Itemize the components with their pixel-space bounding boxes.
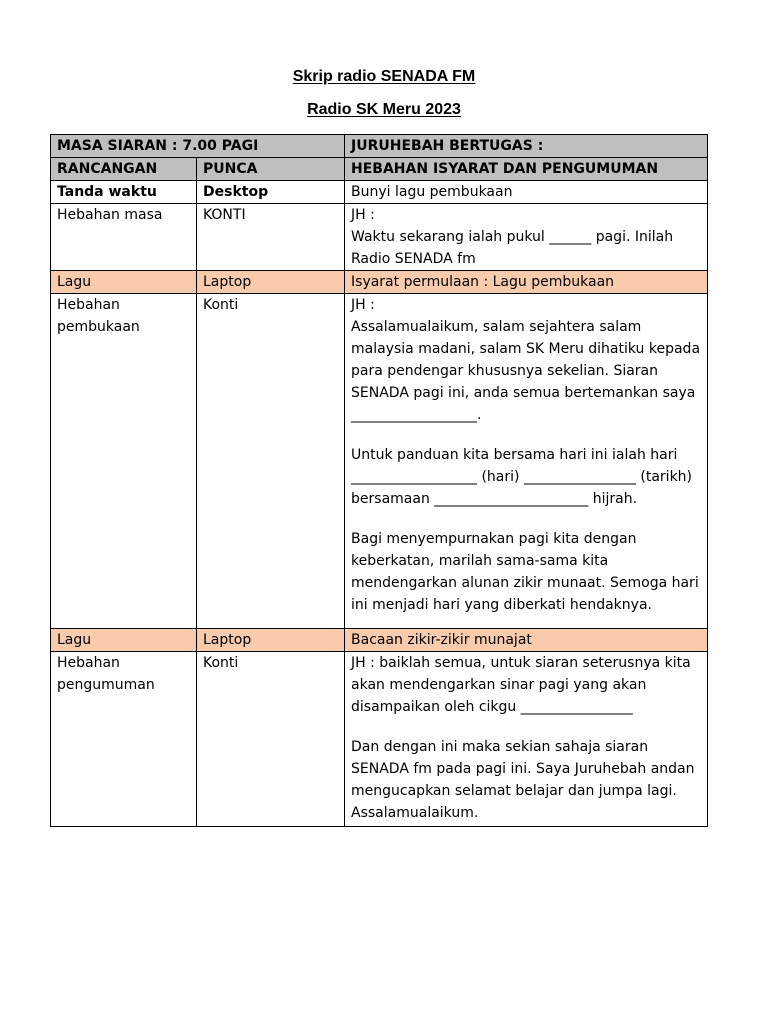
hebahan-text: Isyarat permulaan : Lagu pembukaan [351, 274, 615, 290]
punca-cell: Laptop [197, 271, 345, 294]
hebahan-text: JH : [351, 297, 375, 313]
hebahan-cell [345, 204, 708, 271]
hebahan-cell [345, 271, 708, 294]
hebahan-cell [345, 652, 708, 827]
header-row-columns [51, 158, 708, 181]
table-row-highlight [51, 271, 708, 294]
punca-cell: KONTI [197, 204, 345, 271]
hebahan-text: Dan dengan ini maka sekian sahaja siaran SENADA fm pada pagi ini. Saya Juruhebah andan mengucapkan selamat belajar dan jumpa lagi. Assalamualaikum. [351, 739, 695, 821]
table-row [51, 181, 708, 204]
table-row [51, 294, 708, 629]
hebahan-text: Waktu sekarang ialah pukul ______ pagi. Inilah Radio SENADA fm [351, 229, 674, 267]
announcer-on-duty-cell: JURUHEBAH BERTUGAS : [345, 135, 708, 158]
hebahan-text: JH : [351, 207, 375, 223]
punca-cell: Desktop [197, 181, 345, 204]
hebahan-text: Assalamualaikum, salam sejahtera salam malaysia madani, salam SK Meru dihatiku kepada para pendengar khususnya sekelian. Siaran SENADA pagi ini, anda semua bertemankan saya __________________. [351, 319, 701, 423]
column-header-punca: PUNCA [197, 158, 345, 181]
hebahan-cell [345, 294, 708, 629]
punca-cell: Laptop [197, 629, 345, 652]
hebahan-text: JH : baiklah semua, untuk siaran seterusnya kita akan mendengarkan sinar pagi yang akan disampaikan oleh cikgu ________________ [351, 655, 691, 715]
punca-cell: Konti [197, 652, 345, 827]
document-subtitle: Radio SK Meru 2023 [307, 101, 461, 118]
script-table [50, 134, 708, 827]
hebahan-cell [345, 181, 708, 204]
rancangan-cell: Hebahan pembukaan [51, 294, 197, 629]
hebahan-text: Bunyi lagu pembukaan [351, 184, 513, 200]
rancangan-cell: Hebahan pengumuman [51, 652, 197, 827]
hebahan-cell [345, 629, 708, 652]
column-header-rancangan: RANCANGAN [51, 158, 197, 181]
column-header-hebahan: HEBAHAN ISYARAT DAN PENGUMUMAN [345, 158, 708, 181]
rancangan-cell: Lagu [51, 629, 197, 652]
rancangan-cell: Tanda waktu [51, 181, 197, 204]
hebahan-text: Untuk panduan kita bersama hari ini ialah hari __________________ (hari) ________________ (tarikh) bersamaan ______________________ hijrah. [351, 447, 693, 507]
rancangan-cell: Lagu [51, 271, 197, 294]
table-row [51, 204, 708, 271]
hebahan-text: Bacaan zikir-zikir munajat [351, 632, 532, 648]
table-row [51, 652, 708, 827]
broadcast-time-cell: MASA SIARAN : 7.00 PAGI [51, 135, 345, 158]
document-title: Skrip radio SENADA FM [292, 68, 476, 85]
table-row-highlight [51, 629, 708, 652]
rancangan-cell: Hebahan masa [51, 204, 197, 271]
header-row-broadcast [51, 135, 708, 158]
punca-cell: Konti [197, 294, 345, 629]
hebahan-text: Bagi menyempurnakan pagi kita dengan keberkatan, marilah sama-sama kita mendengarkan alunan zikir munaat. Semoga hari ini menjadi hari yang diberkati hendaknya. [351, 531, 699, 613]
